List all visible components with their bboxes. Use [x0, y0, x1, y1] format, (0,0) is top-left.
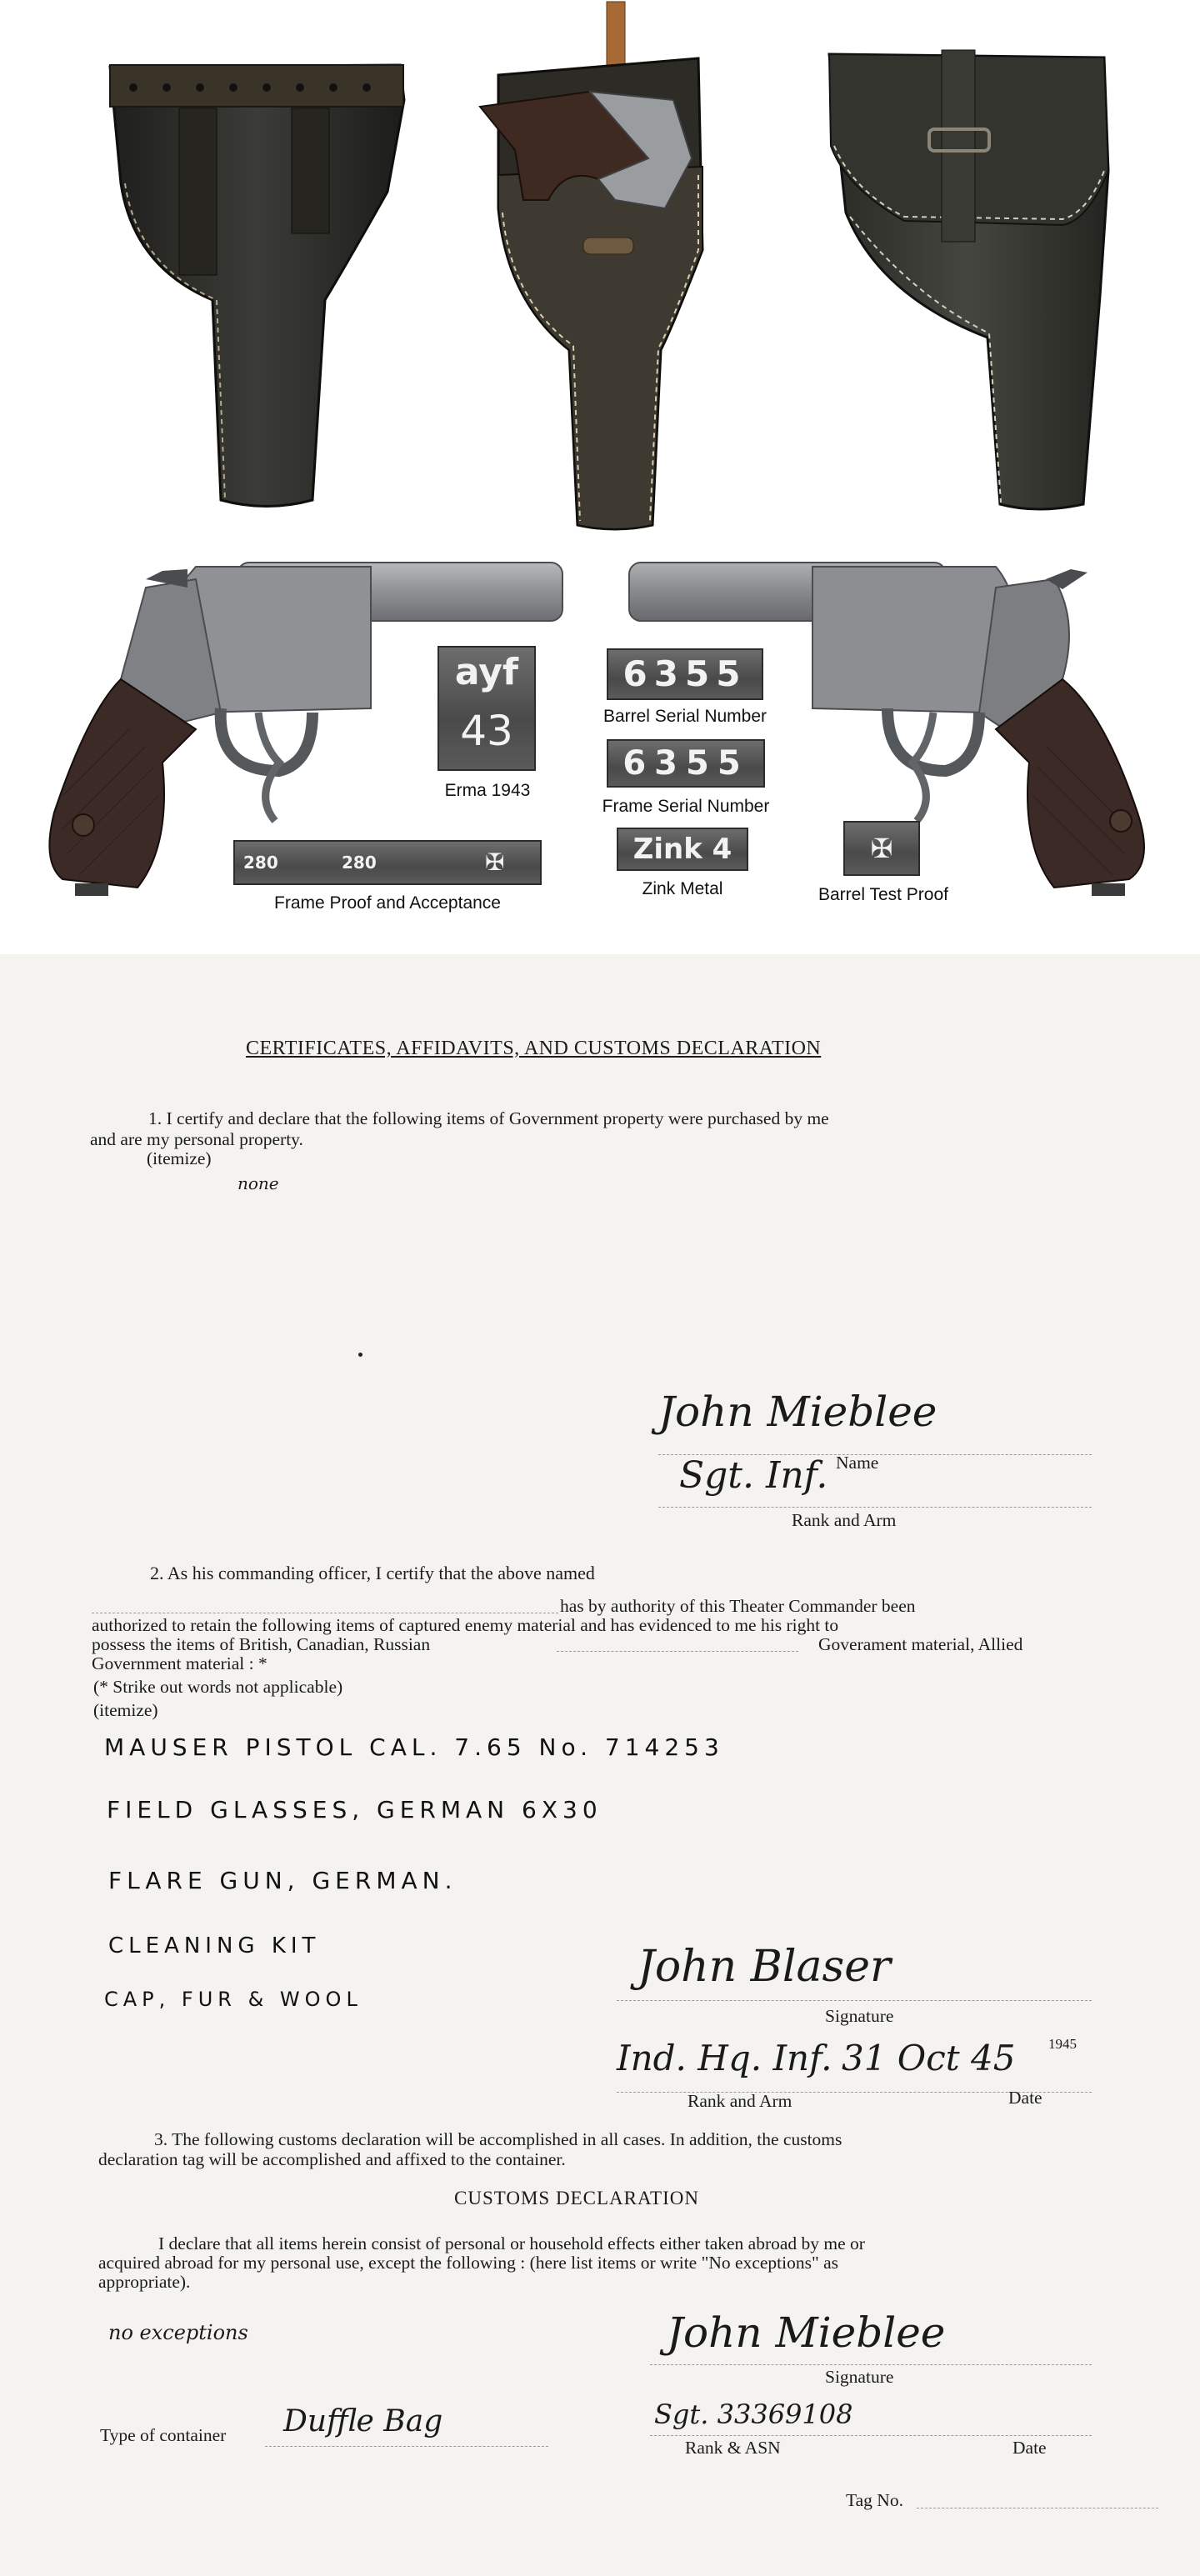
holster-open-photo: [473, 0, 723, 533]
date-label-3: Date: [1012, 2438, 1047, 2458]
section1-itemize: (itemize): [147, 1148, 212, 1168]
signature-1: John Mieblee: [658, 1388, 938, 1436]
tag-no-label: Tag No.: [846, 2490, 903, 2510]
document-heading: CERTIFICATES, AFFIDAVITS, AND CUSTOMS DECLARATION: [246, 1038, 822, 1059]
customs-heading: CUSTOMS DECLARATION: [454, 2188, 699, 2208]
barrel-serial-text: 6355: [622, 653, 748, 694]
item-cap-fur-wool: CAP, FUR & WOOL: [104, 1988, 362, 2011]
rank-arm-handwritten-1: Sgt. Inf.: [679, 1454, 828, 1497]
frame-serial-text: 6355: [622, 744, 749, 783]
caption-barrel-serial: Barrel Serial Number: [602, 707, 768, 726]
name-label: Name: [836, 1453, 879, 1473]
item-cleaning-kit: CLEANING KIT: [108, 1933, 321, 1958]
signature-line-2: [617, 2000, 1092, 2001]
rank-line-1: [658, 1507, 1092, 1508]
year-stamp: 1945: [1048, 2036, 1077, 2052]
section1-line1: 1. I certify and declare that the following items of Government property were purchased by me: [148, 1108, 829, 1128]
barrel-serial-stamp: [607, 648, 763, 700]
speck: [358, 1353, 362, 1357]
proof-mark-mid: 280: [342, 853, 377, 873]
signature-label-3: Signature: [825, 2367, 894, 2387]
caption-barrel-test-proof: Barrel Test Proof: [818, 885, 948, 904]
section2-itemize: (itemize): [93, 1700, 158, 1720]
section3-line1: 3. The following customs declaration will be accomplished in all cases. In addition, the customs: [154, 2129, 842, 2149]
section2-line2: has by authority of this Theater Commander been: [560, 1596, 916, 1616]
container-line: [265, 2446, 548, 2447]
proof-mark-left: 280: [243, 853, 278, 873]
allied-line: [557, 1651, 798, 1652]
rank-arm-label-2: Rank and Arm: [688, 2091, 792, 2111]
section2-strike-note: (* Strike out words not applicable): [93, 1677, 343, 1697]
signature-label-2: Signature: [825, 2006, 894, 2026]
container-label: Type of container: [100, 2425, 227, 2445]
rank-arm-handwritten-2: Ind. Hq. Inf.: [617, 2038, 832, 2078]
caption-frame-proof: Frame Proof and Acceptance: [274, 893, 501, 913]
year-code-text: 43: [460, 707, 513, 755]
frame-serial-stamp: [607, 739, 765, 788]
section1-handwritten-none: none: [238, 1173, 279, 1193]
frame-proof-stamp: [233, 840, 542, 885]
customs-line3: appropriate).: [98, 2272, 191, 2292]
signature-line-3: [650, 2364, 1092, 2365]
holster-back-photo: [100, 50, 417, 517]
signature-3: John Mieblee: [667, 2308, 946, 2357]
rank-asn-label: Rank & ASN: [685, 2438, 781, 2458]
eagle-proof-icon: ✠: [870, 833, 893, 864]
section2-line4b: Goverament material, Allied: [818, 1634, 1023, 1654]
customs-line1: I declare that all items herein consist of personal or household effects either taken abroad by me or: [158, 2233, 865, 2253]
zink-text: Zink 4: [632, 833, 732, 866]
rank-arm-label-1: Rank and Arm: [792, 1510, 897, 1530]
certificate-document: [0, 954, 1200, 2576]
zink-stamp: [617, 828, 748, 871]
item-field-glasses: FIELD GLASSES, GERMAN 6X30: [107, 1796, 602, 1823]
item-flare-gun: FLARE GUN, GERMAN.: [108, 1867, 458, 1894]
holster-flap-photo: [812, 46, 1129, 517]
section2-line3: authorized to retain the following items of captured enemy material and has evidenced to me his right to: [92, 1615, 839, 1635]
section2-line1: 2. As his commanding officer, I certify that the above named: [150, 1563, 595, 1583]
section2-line5: Government material : *: [92, 1653, 268, 1673]
barrel-test-proof-stamp: [843, 821, 920, 876]
caption-erma: Erma 1943: [444, 781, 531, 800]
caption-zink-metal: Zink Metal: [642, 879, 723, 898]
signature-2: John Blaser: [638, 1942, 891, 1992]
rank-asn-line: [650, 2435, 1092, 2436]
section1-line2: and are my personal property.: [90, 1129, 303, 1149]
customs-line2: acquired abroad for my personal use, except the following : (here list items or write "No exceptions" as: [98, 2253, 839, 2273]
item-mauser-pistol: MAUSER PISTOL CAL. 7.65 No. 714253: [104, 1733, 724, 1761]
caption-frame-serial: Frame Serial Number: [602, 797, 770, 816]
date-handwritten-2: 31 Oct 45: [842, 2038, 1016, 2078]
section3-line2: declaration tag will be accomplished and affixed to the container.: [98, 2149, 566, 2169]
customs-handwritten-no-exceptions: no exceptions: [108, 2321, 248, 2344]
maker-code-text: ayf: [454, 651, 519, 693]
date-label-2: Date: [1008, 2088, 1042, 2108]
maker-code-stamp: [438, 646, 536, 771]
section2-line4a: possess the items of British, Canadian, Russian: [92, 1634, 431, 1654]
rank-asn-handwritten: Sgt. 33369108: [654, 2398, 853, 2430]
eagle-mark-icon: ✠: [485, 848, 505, 876]
container-handwritten: Duffle Bag: [283, 2404, 443, 2438]
